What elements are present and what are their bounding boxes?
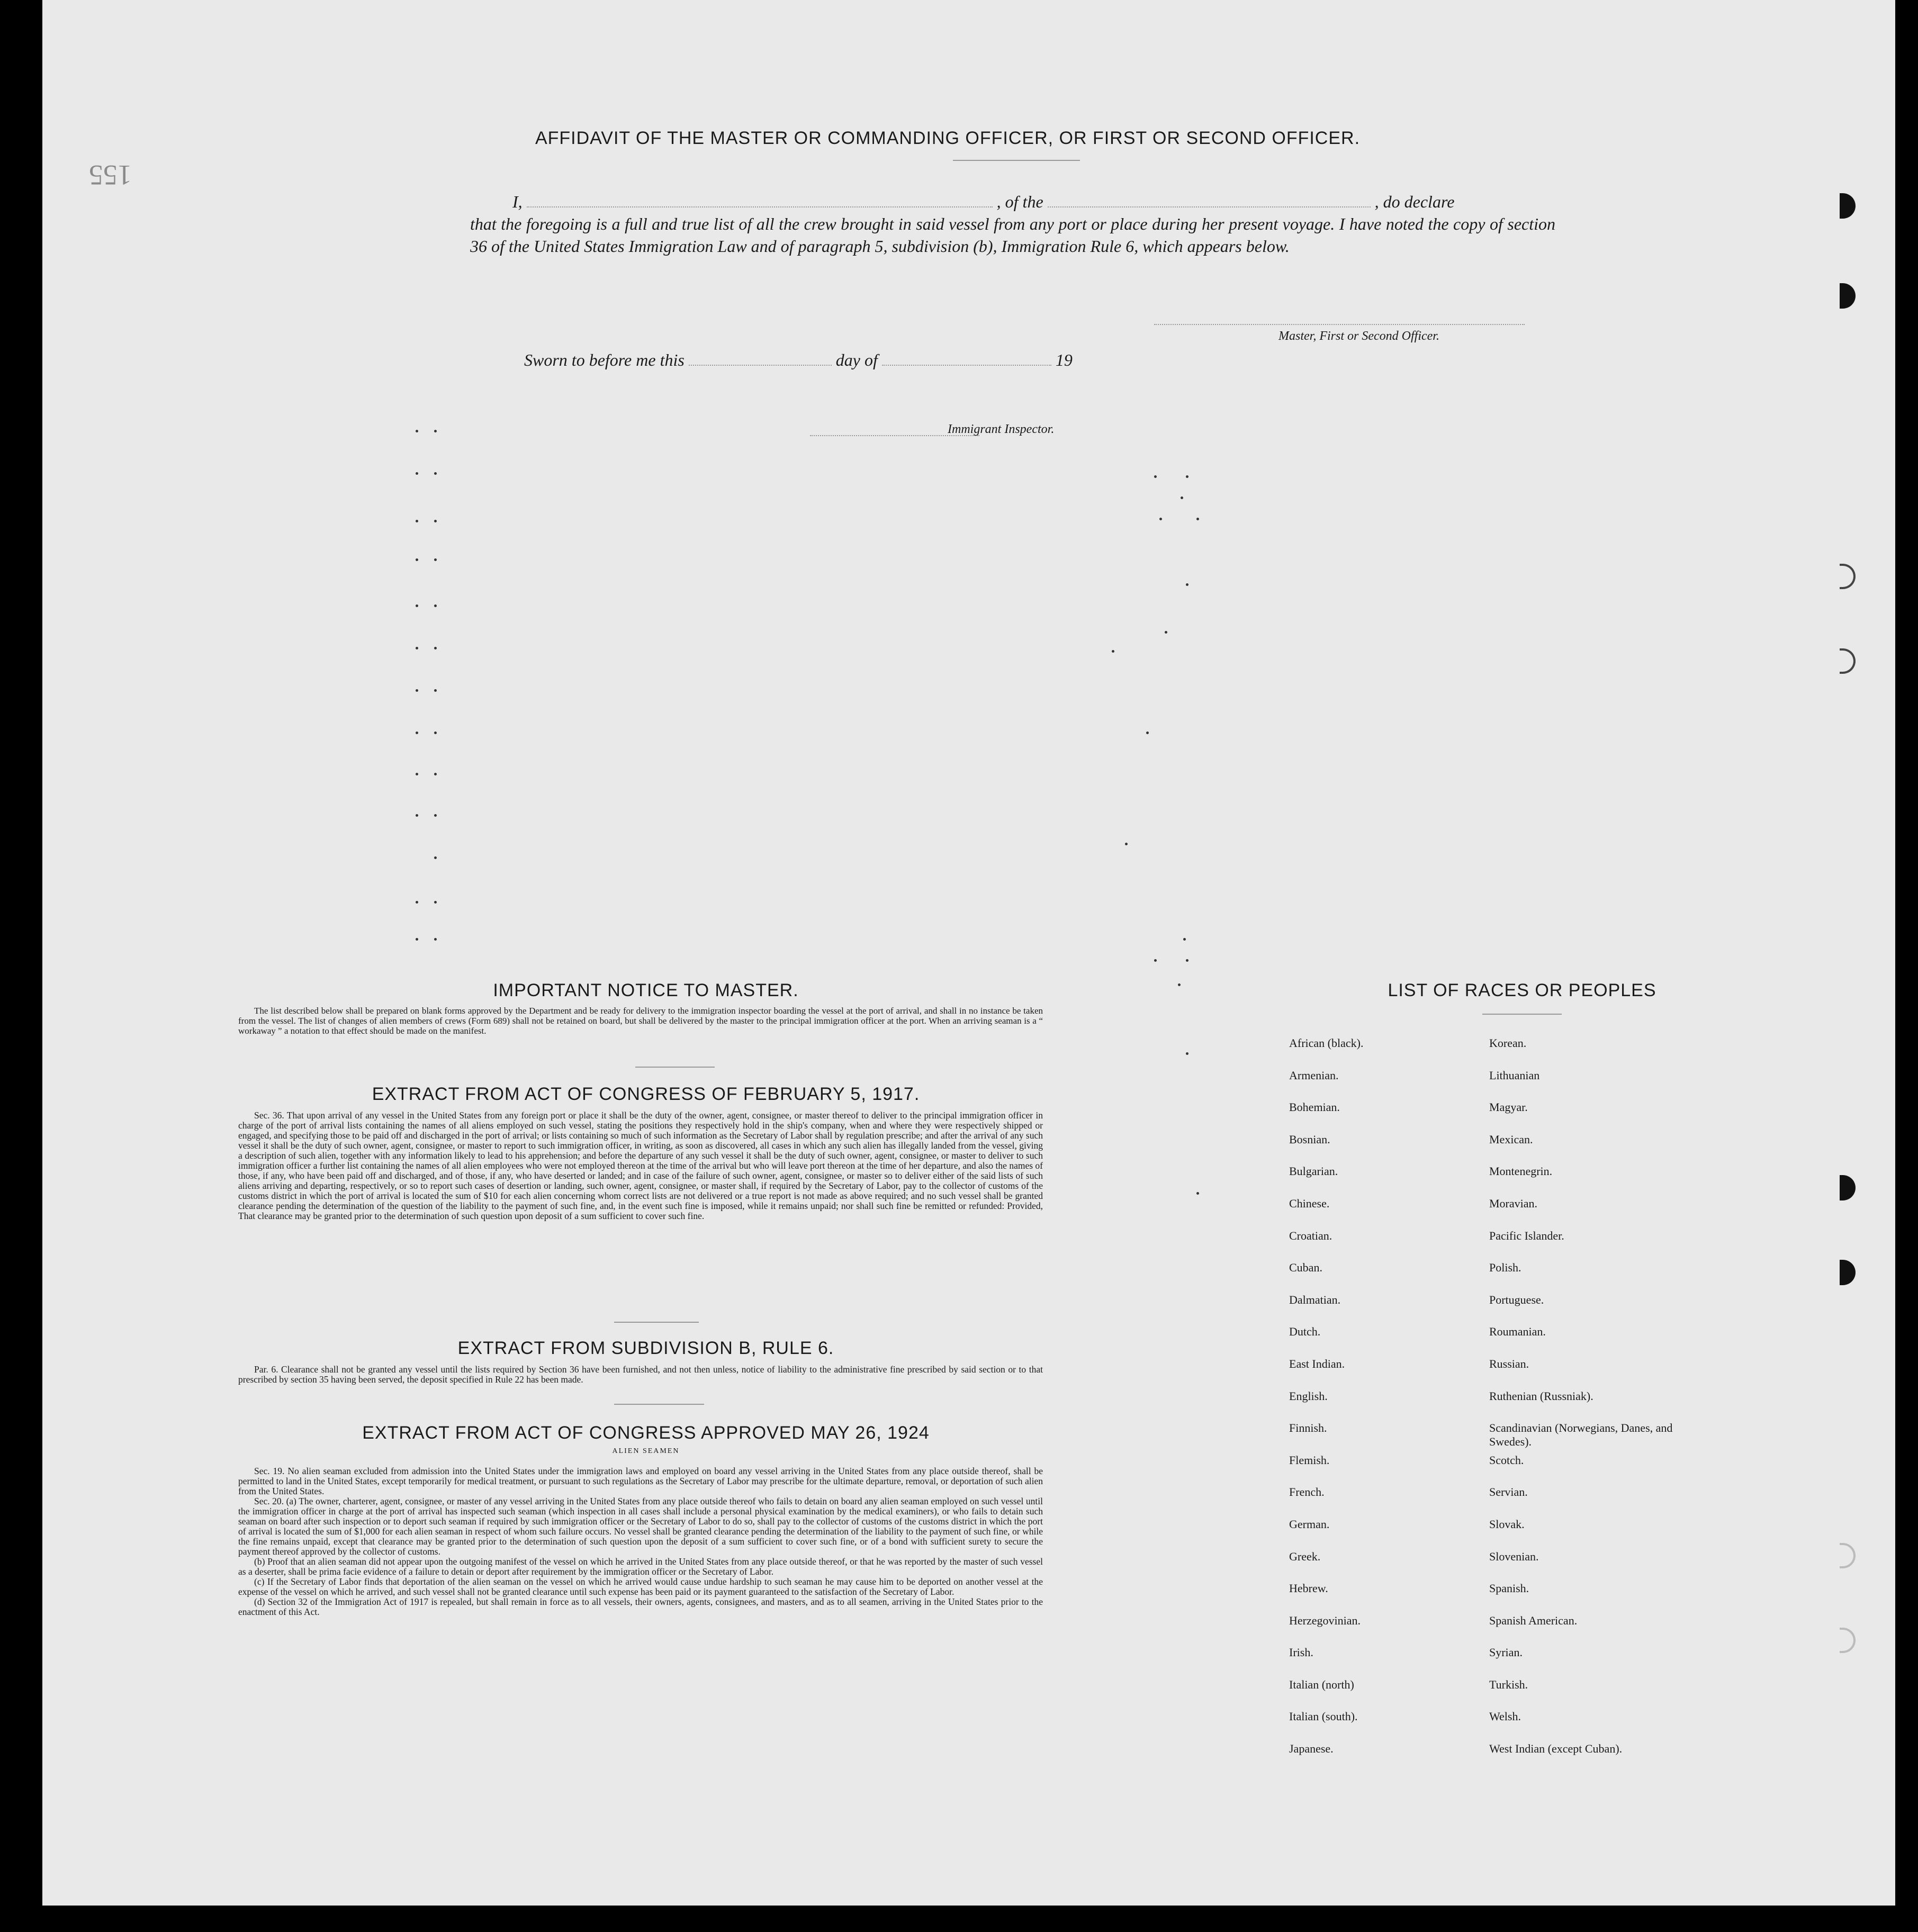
sworn-line (524, 350, 1073, 370)
race-item: Herzegovinian. (1289, 1613, 1361, 1627)
notice-paragraph: The list described below shall be prepared on blank forms approved by the Department and be ready for delivery to the immigration inspector boarding the vessel at the port of arrival, and shall in no instance be taken from the vessel. The list of changes of alien members of crews (Form 689) shall not be retained on board, but shall be delivered by the master to the principal immigration officer at the port. When an arriving seaman is a “ workaway ” a notation to that effect should be made on the manifest. (238, 1006, 1043, 1036)
affidavit-declare: , do declare (1374, 192, 1455, 211)
race-item: Polish. (1489, 1261, 1521, 1275)
sworn-prefix: Sworn to before me this (524, 350, 685, 369)
race-item: Mexican. (1489, 1132, 1533, 1146)
document-page (42, 0, 1895, 1906)
race-item: Ruthenian (Russniak). (1489, 1389, 1593, 1403)
sec-20c-paragraph: (c) If the Secretary of Labor finds that deportation of the alien seaman on the vessel on which he arrived would cause undue hardship to such seaman he may cause him to be deported on another vessel at the expense of the vessel on which he arrived, and such vessel shall not be granted clearance until such expense has been paid or its payment guaranteed to the satisfaction of the Secretary of Labor. (238, 1576, 1043, 1597)
races-left-column (1289, 1036, 1480, 1774)
section-36-paragraph: Sec. 36. That upon arrival of any vessel in the United States from any foreign port or place it shall be the duty of the owner, agent, consignee, or master thereof to deliver to the principal immigration officer in charge of the port of arrival lists containing the names of all aliens employed on such vessel, stating the positions they respectively hold in the ship's company, when and where they were respectively shipped or engaged, and specifying those to be paid off and discharged in the port of arrival; or lists containing so much of such information as the Secretary of Labor shall by regulation prescribe; and after the arrival of any such vessel it shall be the duty of such owner, agent, consignee, or master to report to such immigration officer, in writing, as soon as discovered, all cases in which any such alien has illegally landed from the vessel, giving a description of such alien, together with any information likely to lead to his apprehension; and before the departure of any such vessel it shall be the duty of such owner, agent, consignee, or master to deliver to such immigration officer a further list containing the names of all alien employees who were not employed thereon at the time of the arrival but who will leave port thereon at the time of her departure, and also the names of those, if any, who have been paid off and discharged, and of those, if any, who have deserted or landed; and in case of the failure of such owner, agent, consignee, or master so to deliver either of the said lists of such aliens arriving and departing, respectively, or so to report such cases of desertion or landing, such owner, agent, consignee, or master shall, if required by the Secretary of Labor, pay to the collector of customs of the customs district in which the port of arrival is located the sum of $10 for each alien concerning whom correct lists are not delivered or a true report is not made as above required; and no such vessel shall be granted clearance pending the determination of the question of the liability to the payment of such fine, and, in the event such fine is imposed, while it remains unpaid; nor shall such fine be remitted or refunded: Provided, That clearance may be granted prior to the determination of such question upon deposit of a sum sufficient to cover such fine. (238, 1110, 1043, 1221)
extract-1924-text (238, 1466, 1043, 1617)
sworn-year: 19 (1055, 350, 1073, 369)
race-item: Magyar. (1489, 1100, 1528, 1114)
master-caption: Master, First or Second Officer. (1278, 329, 1439, 343)
affidavit-i: I, (512, 192, 523, 211)
race-item: Slovenian. (1489, 1549, 1539, 1563)
sworn-month-blank[interactable] (882, 365, 1051, 366)
extract-1917-title: EXTRACT FROM ACT OF CONGRESS OF FEBRUARY 5, 1917. (372, 1084, 920, 1104)
extract-rule6-text (238, 1365, 1043, 1385)
race-item: Lithuanian (1489, 1068, 1540, 1082)
race-item: West Indian (except Cuban). (1489, 1742, 1623, 1756)
race-item: Armenian. (1289, 1068, 1339, 1082)
extract-1917-text (238, 1111, 1043, 1221)
affidavit-text: that the foregoing is a full and true list of all the crew brought in said vessel from any port or place during her present voyage. I have noted the copy of section 36 of the United States Immigration Law and of paragraph 5, subdivision (b), Immigration Rule 6, which appears below. (470, 214, 1555, 256)
alien-seamen-subtitle: ALIEN SEAMEN (612, 1447, 680, 1455)
race-item: Spanish American. (1489, 1613, 1578, 1627)
race-item: Roumanian. (1489, 1325, 1546, 1339)
extract-rule6-title: EXTRACT FROM SUBDIVISION B, RULE 6. (457, 1338, 834, 1358)
divider-3 (614, 1404, 704, 1405)
master-signature-line[interactable] (1154, 324, 1525, 325)
race-item: Dalmatian. (1289, 1293, 1341, 1306)
races-divider (1482, 1014, 1562, 1015)
sworn-day-blank[interactable] (689, 365, 832, 366)
race-item: Montenegrin. (1489, 1164, 1553, 1178)
race-item: Bohemian. (1289, 1100, 1340, 1114)
race-item: Italian (south). (1289, 1710, 1358, 1723)
races-right-column (1489, 1036, 1701, 1774)
race-item: Hebrew. (1289, 1582, 1328, 1595)
divider-1 (635, 1067, 715, 1068)
race-item: Finnish. (1289, 1421, 1327, 1435)
race-item: Scotch. (1489, 1453, 1524, 1467)
affidavit-of-the: , of the (996, 192, 1043, 211)
affidavit-title: AFFIDAVIT OF THE MASTER OR COMMANDING OFFICER, OR FIRST OR SECOND OFFICER. (535, 128, 1361, 148)
race-item: French. (1289, 1485, 1325, 1499)
vessel-blank[interactable] (1048, 206, 1371, 207)
race-item: English. (1289, 1389, 1328, 1403)
sec-19-paragraph: Sec. 19. No alien seaman excluded from admission into the United States under the immigration laws and employed on board any vessel arriving in the United States from any place outside thereof, shall be permitted to land in the United States, except temporarily for medical treatment, or pursuant to such regulations as the Secretary of Labor may prescribe for the ultimate departure, removal, or deportation of such alien from the United States. (238, 1466, 1043, 1496)
race-item: Flemish. (1289, 1453, 1330, 1467)
page-number: 155 (89, 159, 132, 191)
race-item: Scandinavian (Norwegians, Danes, and Swedes). (1489, 1421, 1673, 1449)
sworn-day-of: day of (835, 350, 878, 369)
race-item: Chinese. (1289, 1196, 1330, 1210)
sec-20d-paragraph: (d) Section 32 of the Immigration Act of 1917 is repealed, but shall remain in force as to all vessels, their owners, agents, consignees, and masters, and as to all seamen, arriving in the United States prior to the enactment of this Act. (238, 1596, 1043, 1617)
race-item: Pacific Islander. (1489, 1229, 1564, 1242)
race-item: Bulgarian. (1289, 1164, 1338, 1178)
race-item: Welsh. (1489, 1710, 1521, 1723)
race-item: Turkish. (1489, 1677, 1528, 1691)
divider-2 (614, 1322, 699, 1323)
race-item: Slovak. (1489, 1517, 1525, 1531)
notice-title: IMPORTANT NOTICE TO MASTER. (493, 980, 799, 1000)
title-divider (953, 160, 1080, 161)
race-item: Croatian. (1289, 1229, 1332, 1242)
race-item: African (black). (1289, 1036, 1364, 1050)
race-item: German. (1289, 1517, 1330, 1531)
race-item: Italian (north) (1289, 1677, 1354, 1691)
race-item: Cuban. (1289, 1261, 1322, 1275)
notice-text (238, 1006, 1043, 1036)
race-item: Moravian. (1489, 1196, 1538, 1210)
paragraph-6: Par. 6. Clearance shall not be granted any vessel until the lists required by Section 36 have been furnished, and not then unless, notice of liability to the administrative fine prescribed by said section or to that prescribed by section 35 having been served, the deposit specified in Rule 22 has been made. (238, 1364, 1043, 1385)
sec-20b-paragraph: (b) Proof that an alien seaman did not appear upon the outgoing manifest of the vessel on which he arrived in the United States from any place outside thereof, or that he was reported by the master of such vessel as a deserter, shall be prima facie evidence of a failure to detain or deport after requirement by the immigration officer or the Secretary of Labor. (238, 1556, 1043, 1577)
race-item: Spanish. (1489, 1582, 1529, 1595)
race-item: East Indian. (1289, 1357, 1345, 1370)
race-item: Syrian. (1489, 1646, 1523, 1659)
race-item: Russian. (1489, 1357, 1529, 1370)
name-blank[interactable] (527, 206, 993, 207)
race-item: Korean. (1489, 1036, 1527, 1050)
inspector-caption: Immigrant Inspector. (948, 422, 1055, 436)
race-item: Servian. (1489, 1485, 1528, 1499)
race-item: Irish. (1289, 1646, 1313, 1659)
sec-20a-paragraph: Sec. 20. (a) The owner, charterer, agent, consignee, or master of any vessel arriving in the United States from any place outside thereof who fails to detain on board any alien seaman employed on such vessel until the immigration officer in charge at the port of arrival has inspected such seaman (which inspection in all cases shall include a personal physical examination by the medical examiners), or who fails to detain such seaman on board after such inspection or to deport such seaman if required by such immigration officer or the Secretary of Labor to do so, shall pay to the collector of customs of the customs district in which the port of arrival is located the sum of $1,000 for each alien seaman in respect of whom such failure occurs. No vessel shall be granted clearance pending the determination of the liability to the payment of such fine, or while the fine remains unpaid, except that clearance may be granted prior to the determination of such question upon the deposit of a sum sufficient to cover such fine, or of a bond with sufficient surety to secure the payment thereof approved by the collector of customs. (238, 1496, 1043, 1557)
race-item: Greek. (1289, 1549, 1321, 1563)
races-title: LIST OF RACES OR PEOPLES (1388, 980, 1656, 1000)
race-item: Bosnian. (1289, 1132, 1330, 1146)
race-item: Japanese. (1289, 1742, 1334, 1756)
extract-1924-title: EXTRACT FROM ACT OF CONGRESS APPROVED MAY 26, 1924 (362, 1423, 930, 1443)
race-item: Portuguese. (1489, 1293, 1544, 1306)
race-item: Dutch. (1289, 1325, 1321, 1339)
affidavit-declaration (470, 191, 1555, 257)
